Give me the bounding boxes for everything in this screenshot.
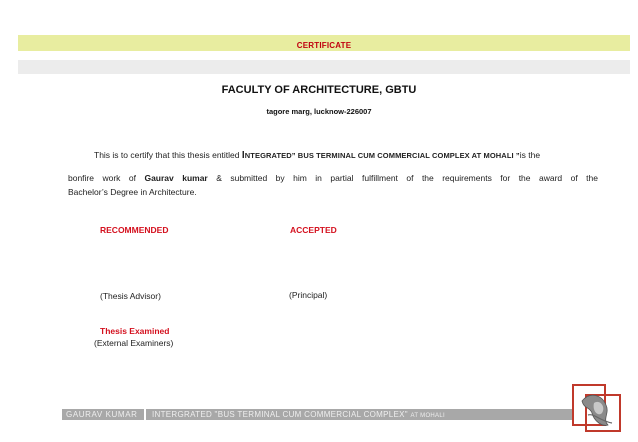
footer-project-location: AT MOHALI xyxy=(410,413,445,419)
thesis-advisor-label: (Thesis Advisor) xyxy=(100,291,161,301)
principal-label: (Principal) xyxy=(289,290,328,300)
author-name: Gaurav kumar xyxy=(144,173,208,183)
certificate-header-band xyxy=(18,35,630,51)
certify-suffix: is the xyxy=(519,150,541,160)
footer-separator xyxy=(144,409,146,420)
thesis-title-initial: I xyxy=(241,150,245,161)
sculpture-logo-icon xyxy=(572,383,624,433)
faculty-address: tagore marg, lucknow-226007 xyxy=(266,107,372,116)
degree-line: Bachelor’s Degree in Architecture. xyxy=(68,187,197,197)
certify-line-2 xyxy=(68,172,598,184)
certificate-heading: CERTIFICATE xyxy=(296,41,352,50)
accepted-label: ACCEPTED xyxy=(290,225,337,235)
certify-prefix: This is to certify that this thesis entitled xyxy=(94,150,242,160)
thesis-title xyxy=(242,151,520,160)
submission-text: & submitted by him in partial fulfillment of the requirements for the award of the xyxy=(207,173,598,183)
grey-divider-band xyxy=(18,60,630,74)
faculty-title: FACULTY OF ARCHITECTURE, GBTU xyxy=(221,84,417,96)
recommended-label: RECOMMENDED xyxy=(100,225,169,235)
thesis-title-rest: NTEGRATED” BUS TERMINAL CUM COMMERCIAL COMPLEX AT MOHALI ” xyxy=(244,151,520,160)
bonfire-prefix: bonfire work of xyxy=(68,173,145,183)
certify-line-1 xyxy=(68,149,598,162)
thesis-examined-label: Thesis Examined xyxy=(100,326,170,336)
external-examiners-label: (External Examiners) xyxy=(94,338,174,348)
footer-project-title: INTERGRATED "BUS TERMINAL CUM COMMERCIAL COMPLEX" xyxy=(151,410,411,419)
footer-project xyxy=(152,410,445,419)
footer-bar xyxy=(62,409,572,420)
footer-author: GAURAV KUMAR xyxy=(66,410,138,419)
